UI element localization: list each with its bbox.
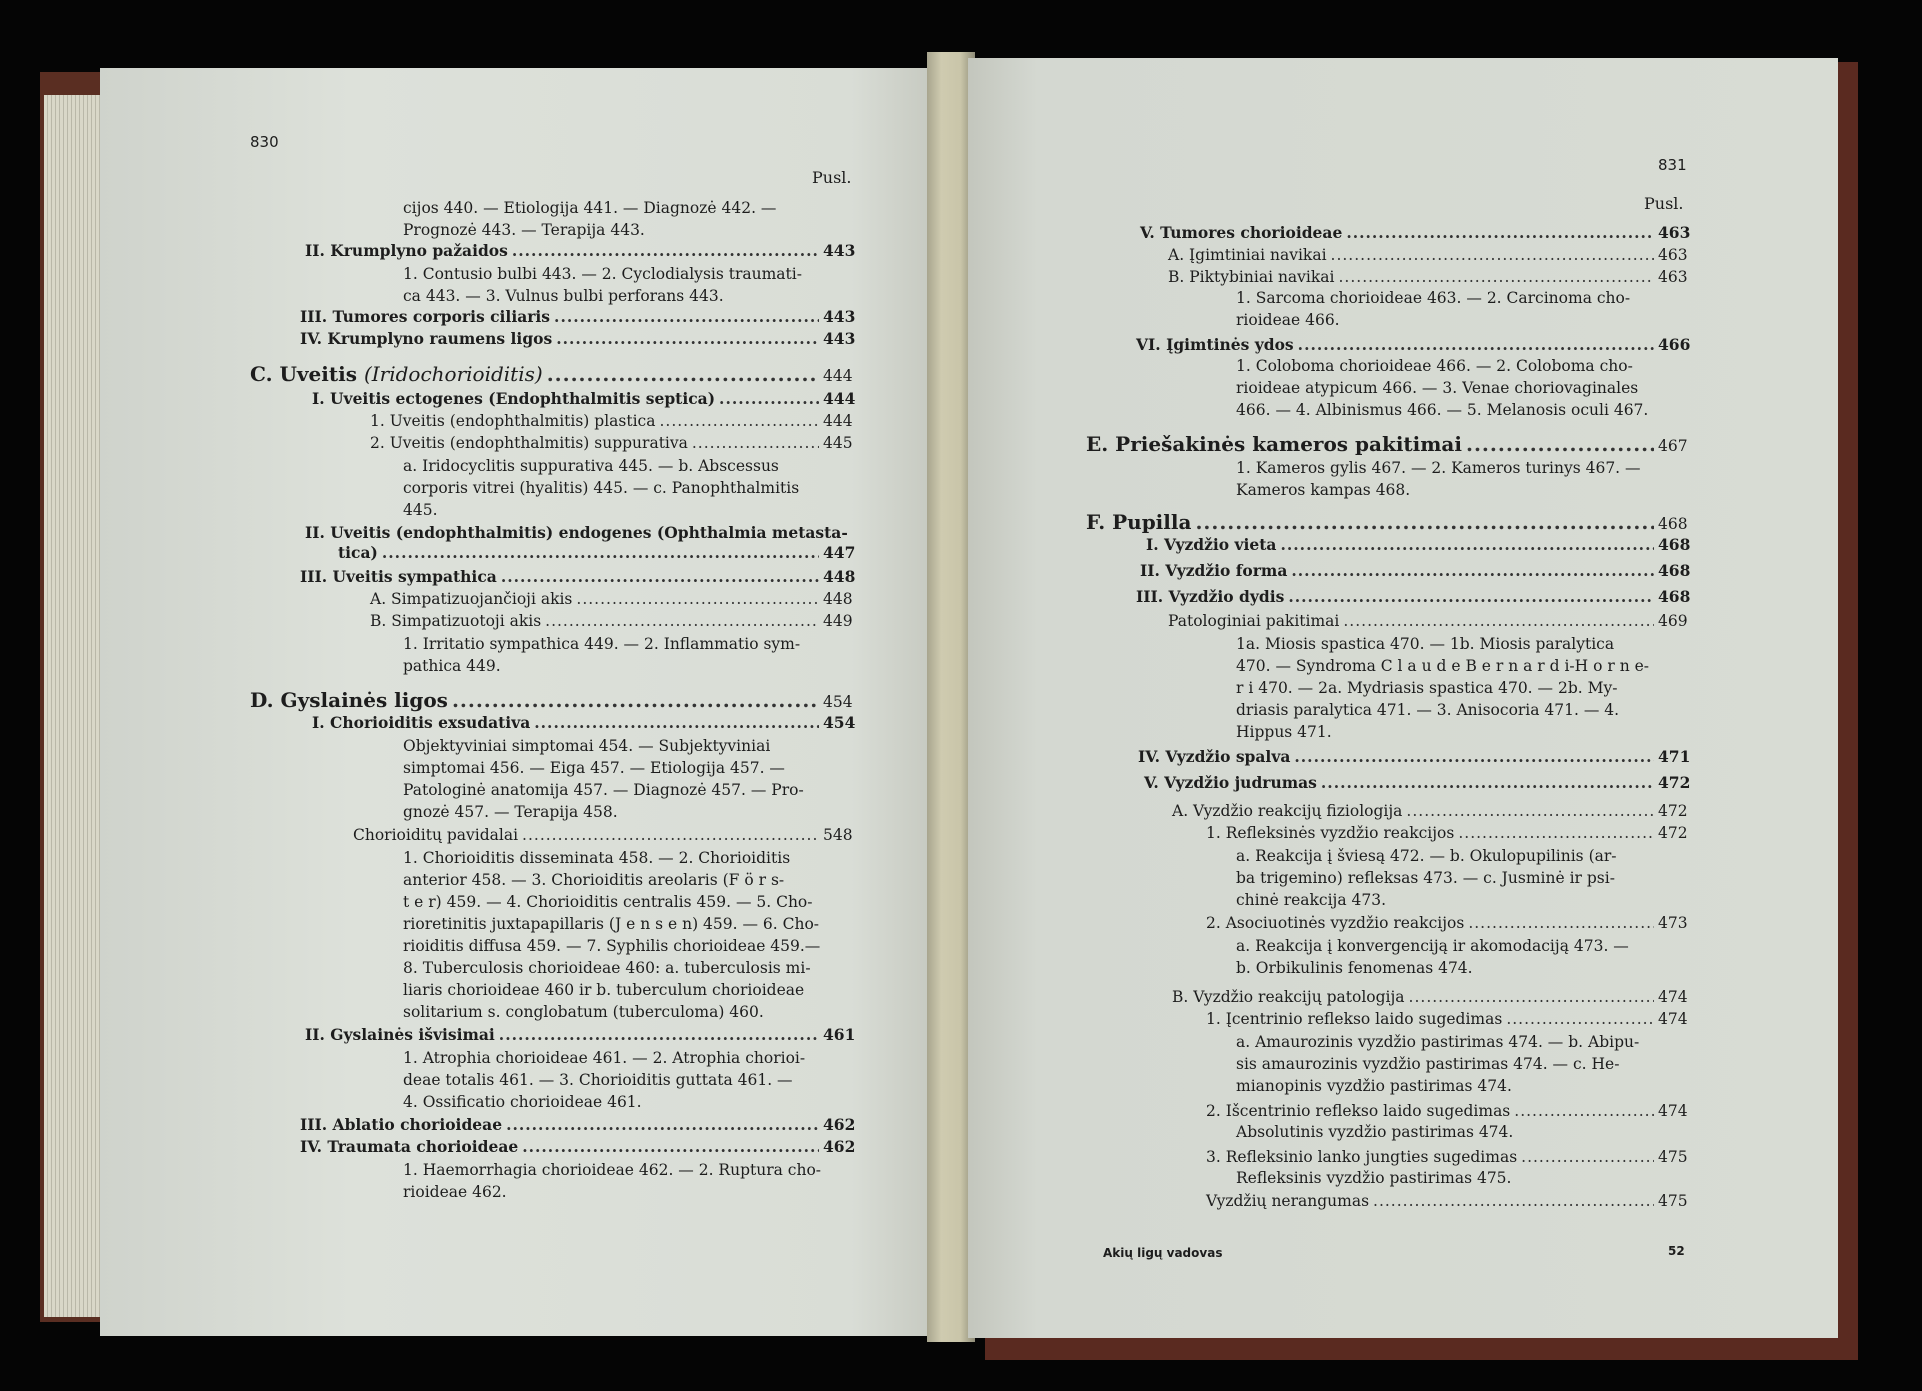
toc-section[interactable]: E. Priešakinės kameros pakitimai ..... 467 bbox=[1086, 430, 1686, 458]
toc-text: mianopinis vyzdžio pastirimas 474. bbox=[1236, 1077, 1512, 1095]
toc-entry[interactable]: VI. Įgimtinės ydos ..... 466 bbox=[1136, 334, 1686, 356]
toc-entry[interactable]: A. Simpatizuojančioji akis ..... 448 bbox=[370, 588, 851, 610]
toc-entry[interactable]: I. Uveitis ectogenes (Endophthalmitis septica) ..... 444 bbox=[312, 388, 851, 410]
toc-text: Kameros kampas 468. bbox=[1236, 481, 1411, 499]
toc-text: pathica 449. bbox=[403, 657, 501, 675]
toc-text: cijos 440. — Etiologija 441. — Diagnozė 442. — bbox=[403, 199, 777, 217]
pusl-header: Pusl. bbox=[1644, 194, 1684, 213]
toc-text: Hippus 471. bbox=[1236, 723, 1332, 741]
toc-text: rioideae 466. bbox=[1236, 311, 1340, 329]
toc-entry[interactable]: I. Vyzdžio vieta ..... 468 bbox=[1146, 534, 1686, 556]
toc-text: 1. Haemorrhagia chorioideae 462. — 2. Ruptura cho- bbox=[403, 1161, 822, 1179]
toc-entry[interactable]: III. Ablatio chorioideae ..... 462 bbox=[300, 1114, 851, 1136]
toc-entry[interactable]: I. Chorioiditis exsudativa ..... 454 bbox=[312, 712, 851, 734]
toc-text: 470. — Syndroma C l a u d e B e r n a r d i-H o r n e- bbox=[1236, 657, 1650, 675]
toc-entry[interactable]: 1. Įcentrinio reflekso laido sugedimas ..... 474 bbox=[1206, 1008, 1686, 1030]
toc-entry[interactable]: 1. Uveitis (endophthalmitis) plastica ..... 444 bbox=[370, 410, 851, 432]
toc-entry[interactable]: Chorioiditų pavidalai ..... 548 bbox=[353, 824, 851, 846]
toc-entry[interactable]: B. Piktybiniai navikai ..... 463 bbox=[1168, 266, 1686, 288]
toc-text: rioretinitis juxtapapillaris (J e n s e n) 459. — 6. Cho- bbox=[403, 915, 820, 933]
toc-text: sis amaurozinis vyzdžio pastirimas 474. — c. He- bbox=[1236, 1055, 1620, 1073]
toc-entry[interactable]: Patologiniai pakitimai ..... 469 bbox=[1168, 610, 1686, 632]
toc-text: ca 443. — 3. Vulnus bulbi perforans 443. bbox=[403, 287, 724, 305]
running-footer: Akių ligų vadovas bbox=[1103, 1246, 1223, 1260]
toc-text: anterior 458. — 3. Chorioiditis areolaris (F ö r s- bbox=[403, 871, 785, 889]
toc-text: a. Reakcija į konvergenciją ir akomodaciją 473. — bbox=[1236, 937, 1629, 955]
toc-text: rioiditis diffusa 459. — 7. Syphilis chorioideae 459.— bbox=[403, 937, 821, 955]
toc-entry[interactable]: 1. Refleksinės vyzdžio reakcijos ..... 472 bbox=[1206, 822, 1686, 844]
toc-entry[interactable]: tica) ..... 447 bbox=[338, 542, 851, 564]
toc-entry[interactable]: A. Vyzdžio reakcijų fiziologija ..... 472 bbox=[1172, 800, 1686, 822]
toc-text: solitarium s. conglobatum (tuberculoma) 460. bbox=[403, 1003, 764, 1021]
toc-text: a. Reakcija į šviesą 472. — b. Okulopupilinis (ar- bbox=[1236, 847, 1617, 865]
toc-text: 1. Chorioiditis disseminata 458. — 2. Chorioiditis bbox=[403, 849, 791, 867]
toc-text: Objektyviniai simptomai 454. — Subjektyviniai bbox=[403, 737, 771, 755]
toc-text: Refleksinis vyzdžio pastirimas 475. bbox=[1236, 1169, 1512, 1187]
toc-entry[interactable]: 2. Asociuotinės vyzdžio reakcijos ..... 473 bbox=[1206, 912, 1686, 934]
toc-entry[interactable]: V. Vyzdžio judrumas ..... 472 bbox=[1144, 772, 1686, 794]
toc-entry[interactable]: IV. Krumplyno raumens ligos ..... 443 bbox=[300, 328, 851, 350]
toc-text: b. Orbikulinis fenomenas 474. bbox=[1236, 959, 1473, 977]
toc-entry[interactable]: 2. Išcentrinio reflekso laido sugedimas ..... 474 bbox=[1206, 1100, 1686, 1122]
toc-text: 1. Contusio bulbi 443. — 2. Cyclodialysis traumati- bbox=[403, 265, 802, 283]
toc-text: 8. Tuberculosis chorioideae 460: a. tuberculosis mi- bbox=[403, 959, 811, 977]
toc-text: driasis paralytica 471. — 3. Anisocoria 471. — 4. bbox=[1236, 701, 1620, 719]
toc-text: chinė reakcija 473. bbox=[1236, 891, 1387, 909]
toc-text: Prognozė 443. — Terapija 443. bbox=[403, 221, 645, 239]
toc-text: 1. Sarcoma chorioideae 463. — 2. Carcinoma cho- bbox=[1236, 289, 1631, 307]
toc-entry[interactable]: IV. Vyzdžio spalva ..... 471 bbox=[1138, 746, 1686, 768]
pusl-header: Pusl. bbox=[812, 168, 852, 187]
toc-text: rioideae 462. bbox=[403, 1183, 507, 1201]
toc-entry[interactable]: B. Simpatizuotoji akis ..... 449 bbox=[370, 610, 851, 632]
toc-entry[interactable]: 2. Uveitis (endophthalmitis) suppurativa ..... 445 bbox=[370, 432, 851, 454]
toc-entry[interactable]: Vyzdžių nerangumas ..... 475 bbox=[1206, 1190, 1686, 1212]
toc-text: 466. — 4. Albinismus 466. — 5. Melanosis oculi 467. bbox=[1236, 401, 1649, 419]
toc-entry[interactable]: II. Krumplyno pažaidos ..... 443 bbox=[305, 240, 851, 262]
page-number: 830 bbox=[250, 133, 279, 151]
toc-entry[interactable]: V. Tumores chorioideae ..... 463 bbox=[1140, 222, 1686, 244]
toc-text: Absolutinis vyzdžio pastirimas 474. bbox=[1236, 1123, 1514, 1141]
toc-section[interactable]: C. Uveitis (Iridochorioiditis) ..... 444 bbox=[250, 360, 851, 388]
toc-text: 1a. Miosis spastica 470. — 1b. Miosis paralytica bbox=[1236, 635, 1615, 653]
toc-entry[interactable]: 3. Refleksinio lanko jungties sugedimas ..... 475 bbox=[1206, 1146, 1686, 1168]
toc-entry[interactable]: III. Vyzdžio dydis ..... 468 bbox=[1136, 586, 1686, 608]
toc-text: a. Iridocyclitis suppurativa 445. — b. Abscessus bbox=[403, 457, 779, 475]
toc-section[interactable]: F. Pupilla ..... 468 bbox=[1086, 508, 1686, 536]
toc-entry[interactable]: B. Vyzdžio reakcijų patologija ..... 474 bbox=[1172, 986, 1686, 1008]
toc-entry[interactable]: III. Tumores corporis ciliaris ..... 443 bbox=[300, 306, 851, 328]
toc-text: simptomai 456. — Eiga 457. — Etiologija 457. — bbox=[403, 759, 785, 777]
toc-text: 1. Irritatio sympathica 449. — 2. Inflammatio sym- bbox=[403, 635, 801, 653]
toc-text: 4. Ossificatio chorioideae 461. bbox=[403, 1093, 642, 1111]
page-edges bbox=[44, 95, 106, 1317]
toc-text: gnozė 457. — Terapija 458. bbox=[403, 803, 618, 821]
toc-text: 1. Atrophia chorioideae 461. — 2. Atrophia chorioi- bbox=[403, 1049, 806, 1067]
toc-text: r i 470. — 2a. Mydriasis spastica 470. — 2b. My- bbox=[1236, 679, 1618, 697]
toc-text: deae totalis 461. — 3. Chorioiditis guttata 461. — bbox=[403, 1071, 793, 1089]
toc-entry[interactable]: A. Įgimtiniai navikai ..... 463 bbox=[1168, 244, 1686, 266]
signature-number: 52 bbox=[1668, 1244, 1685, 1258]
toc-text: t e r) 459. — 4. Chorioiditis centralis 459. — 5. Cho- bbox=[403, 893, 813, 911]
right-page bbox=[968, 58, 1838, 1338]
toc-text: Patologinė anatomija 457. — Diagnozė 457. — Pro- bbox=[403, 781, 804, 799]
toc-text: ba trigemino) refleksas 473. — c. Jusminė ir psi- bbox=[1236, 869, 1615, 887]
toc-text: II. Uveitis (endophthalmitis) endogenes (Ophthalmia metasta- bbox=[305, 523, 848, 542]
toc-section[interactable]: D. Gyslainės ligos ..... 454 bbox=[250, 686, 851, 714]
left-page bbox=[100, 68, 935, 1336]
toc-entry[interactable]: II. Vyzdžio forma ..... 468 bbox=[1140, 560, 1686, 582]
toc-text: 1. Kameros gylis 467. — 2. Kameros turinys 467. — bbox=[1236, 459, 1641, 477]
toc-text: liaris chorioideae 460 ir b. tuberculum chorioideae bbox=[403, 981, 805, 999]
toc-text: a. Amaurozinis vyzdžio pastirimas 474. — b. Abipu- bbox=[1236, 1033, 1640, 1051]
toc-text: corporis vitrei (hyalitis) 445. — c. Panophthalmitis bbox=[403, 479, 800, 497]
toc-entry[interactable]: IV. Traumata chorioideae ..... 462 bbox=[300, 1136, 851, 1158]
toc-text: rioideae atypicum 466. — 3. Venae choriovaginales bbox=[1236, 379, 1639, 397]
page-number: 831 bbox=[1658, 156, 1687, 174]
toc-entry[interactable]: III. Uveitis sympathica ..... 448 bbox=[300, 566, 851, 588]
toc-text: 445. bbox=[403, 501, 438, 519]
toc-text: 1. Coloboma chorioideae 466. — 2. Coloboma cho- bbox=[1236, 357, 1633, 375]
toc-entry[interactable]: II. Gyslainės išvisimai ..... 461 bbox=[305, 1024, 851, 1046]
